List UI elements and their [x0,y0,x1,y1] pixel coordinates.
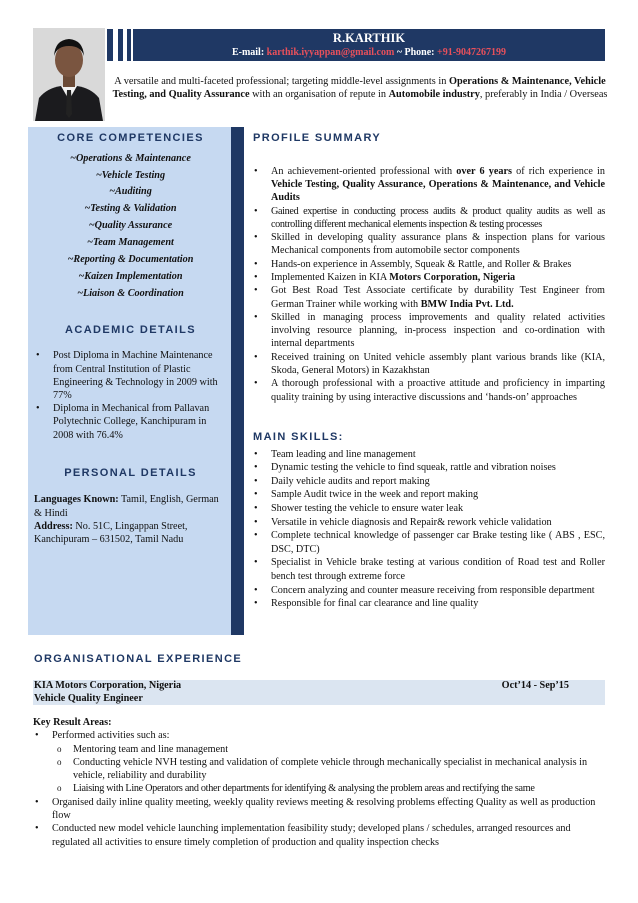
profile-summary-list [253,165,605,404]
competency-item: ~Vehicle Testing [95,169,166,181]
personal-details-title: PERSONAL DETAILS [64,466,197,479]
skill-item: • Specialist in Vehicle brake testing at various condition of Road test and Roller bench test through extreme force [253,556,605,583]
skill-item: • Dynamic testing the vehicle to find squeak, rattle and vibration noises [253,461,605,475]
competency-item: ~Team Management [87,237,174,249]
profile-item: • An achievement-oriented professional with over 6 years of rich experience in Vehicle Testing, Quality Assurance, Operations & Maintenance, and Vehicle Audits [253,165,605,205]
intro-summary: A versatile and multi-faceted professional; targeting middle-level assignments in Operations & Maintenance, Vehicle Testing, and Quality Assurance with an organisation of repute in Automobile industry, preferably in India / Overseas [112,76,608,100]
languages-known: Languages Known: Tamil, English, German & Hindi [34,494,219,519]
core-competencies-title: CORE COMPETENCIES [57,132,204,144]
skill-item: • Daily vehicle audits and report making [253,475,605,489]
profile-item: • Skilled in managing process improvements and quality related activities involving resource planning, in-process inspection and co-ordination with internal departments [253,311,605,351]
header-stripes [105,29,133,61]
skill-item: • Complete technical knowledge of passenger car Brake testing like ( ABS , ESC, DSC, DTC) [253,529,605,556]
email-link[interactable]: karthik.iyyappan@gmail.com [266,47,395,58]
kra-item: • Organised daily inline quality meeting, weekly quality reviews meeting & resolving problems effecting Quality as well as production flow [33,796,605,823]
key-result-areas [33,716,605,849]
job-role: Vehicle Quality Engineer [34,692,143,704]
competencies-list [34,151,227,303]
kra-subitem: o Liaising with Line Operators and other departments for identifying & analysing the problem areas and rectifying the same [33,782,605,795]
competency-item: ~Kaizen Implementation [78,270,183,282]
kra-item: • Conducted new model vehicle launching implementation feasibility study; developed plans / schedules, arranged resources and regulated all activities to ensure timely completion of production and quality inspection checks [33,822,605,849]
academic-details-title: ACADEMIC DETAILS [65,323,196,336]
main-skills-list [253,448,605,611]
kra-subitem: o Mentoring team and line management [33,743,605,756]
contact-line: E-mail: karthik.iyyappan@gmail.com ~ Phone: +91-9047267199 [231,47,507,58]
kra-subitem: o Conducting vehicle NVH testing and validation of complete vehicle through mechanically specialist in mechanical analysis in vehicle, reliability and durability [33,756,605,783]
organisational-experience-title: ORGANISATIONAL EXPERIENCE [34,653,243,665]
header-bar [133,29,605,61]
profile-item: • Skilled in developing quality assurance plans & inspection plans for various Mechanical components from automobile sector components [253,231,605,258]
competency-item: ~Reporting & Documentation [67,254,194,266]
academic-list [34,349,227,441]
academic-item: • Post Diploma in Machine Maintenance from Central Institution of Plastic Engineering & Technology in 2009 with 77% [34,349,227,402]
competency-item: ~Quality Assurance [88,220,173,232]
profile-item: • Received training on United vehicle assembly plant various brands like (KIA, Skoda, General Motors) in Kazakhstan [253,351,605,378]
profile-item: • A thorough professional with a proactive attitude and proficiency in imparting quality training by using interactive discussions and ‘hands-on’ approaches [253,377,605,404]
column-divider [231,127,244,635]
candidate-name: R.KARTHIK [332,31,406,45]
profile-item: • Hands-on experience in Assembly, Squeak & Rattle, and Roller & Brakes [253,258,605,271]
personal-details [34,493,227,546]
left-sidebar [28,127,231,635]
address: Address: No. 51C, Lingappan Street, Kanchipuram – 631502, Tamil Nadu [34,520,188,546]
skill-item: • Versatile in vehicle diagnosis and Repair& rework vehicle validation [253,516,605,530]
job-period: Oct’14 - Sep’15 [501,680,569,691]
skill-item: • Shower testing the vehicle to ensure water leak [253,502,605,516]
skill-item: • Sample Audit twice in the week and report making [253,488,605,502]
skill-item: • Team leading and line management [253,448,605,462]
academic-item: • Diploma in Mechanical from Pallavan Polytechnic College, Kanchipuram in 2008 with 76.4% [34,402,227,442]
skill-item: • Responsible for final car clearance and line quality [253,597,605,611]
profile-photo [33,28,105,121]
profile-summary-title: PROFILE SUMMARY [253,132,382,144]
profile-item: • Got Best Road Test Associate certificate by durability Test Engineer from German Trainer while working with BMW India Pvt. Ltd. [253,284,605,311]
job-header [33,680,605,705]
profile-item: • Gained expertise in conducting process audits & product quality audits as well as controlling different mechanical elements inspection & testing processes [253,205,605,232]
kra-list [33,729,605,849]
main-skills-title: MAIN SKILLS: [253,430,344,443]
phone-number: +91-9047267199 [437,47,507,58]
main-column [253,127,605,611]
competency-item: ~Auditing [109,186,152,198]
competency-item: ~Testing & Validation [84,203,177,215]
kra-item: • Performed activities such as: [33,729,605,742]
company-name: KIA Motors Corporation, Nigeria [34,680,182,691]
profile-item: • Implemented Kaizen in KIA Motors Corporation, Nigeria [253,271,605,284]
skill-item: • Concern analyzing and counter measure receiving from responsible department [253,584,605,598]
kra-label: Key Result Areas: [33,717,112,728]
competency-item: ~Operations & Maintenance [70,152,191,164]
competency-item: ~Liaison & Coordination [77,287,184,299]
